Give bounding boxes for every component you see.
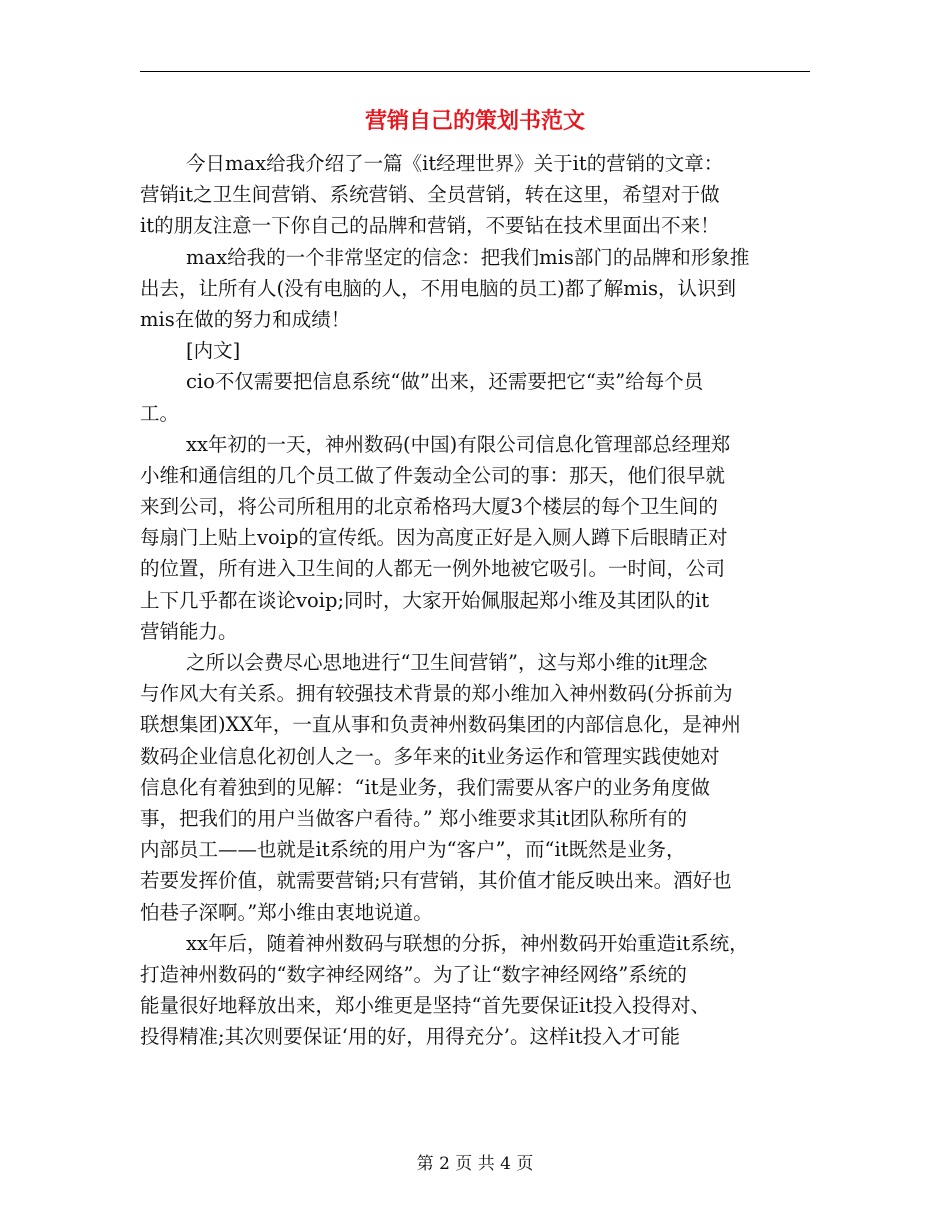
text-line: 联想集团)XX年，一直从事和负责神州数码集团的内部信息化，是神州 — [140, 713, 741, 737]
text-line: it的朋友注意一下你自己的品牌和营销，不要钻在技术里面出不来！ — [140, 214, 720, 238]
text-line: 信息化有着独到的见解：“it是业务，我们需要从客户的业务角度做 — [140, 775, 711, 799]
text-line: 今日max给我介绍了一篇《it经理世界》关于it的营销的文章： — [186, 152, 724, 175]
text-line: 投得精准;其次则要保证‘用的好，用得充分’。这样it投入才可能 — [140, 1025, 681, 1049]
paragraph-5 — [140, 429, 810, 647]
text-line: max给我的一个非常坚定的信念：把我们mis部门的品牌和形象推 — [186, 245, 750, 269]
document-body — [140, 148, 810, 1052]
text-line: 内部员工——也就是it系统的用户为“客户”，而“it既然是业务， — [140, 838, 686, 862]
text-line: 工。 — [140, 401, 180, 425]
text-line: 能量很好地释放出来，郑小维更是坚持“首先要保证it投入投得对、 — [140, 994, 711, 1018]
text-line: 事，把我们的用户当做客户看待。” 郑小维要求其it团队称所有的 — [140, 806, 687, 830]
paragraph-6 — [140, 647, 810, 928]
text-line: 营销it之卫生间营销、系统营销、全员营销，转在这里，希望对于做 — [140, 183, 720, 207]
text-line: 营销能力。 — [140, 619, 238, 643]
text-line: 来到公司，将公司所租用的北京希格玛大厦3个楼层的每个卫生间的 — [140, 495, 718, 519]
text-line: 之所以会费尽心思地进行“卫生间营销”，这与郑小维的it理念 — [186, 651, 708, 674]
text-line: 每扇门上贴上voip的宣传纸。因为高度正好是入厕人蹲下后眼睛正对 — [140, 526, 728, 550]
text-line: 数码企业信息化初创人之一。多年来的it业务运作和管理实践使她对 — [140, 744, 720, 768]
text-line: 小维和通信组的几个员工做了件轰动全公司的事：那天，他们很早就 — [140, 463, 726, 487]
text-line: 出去，让所有人(没有电脑的人，不用电脑的员工)都了解mis，认识到 — [140, 276, 736, 300]
paragraph-4 — [140, 366, 810, 428]
text-line: xx年后，随着神州数码与联想的分拆，神州数码开始重造it系统， — [186, 931, 749, 955]
paragraph-2 — [140, 242, 810, 336]
document-title: 营销自己的策划书范文 — [364, 109, 585, 134]
text-line: [内文] — [186, 339, 241, 363]
text-line: cio不仅需要把信息系统“做”出来，还需要把它“卖”给每个员 — [186, 370, 704, 394]
text-line: xx年初的一天，神州数码(中国)有限公司信息化管理部总经理郑 — [186, 432, 731, 456]
text-line: mis在做的努力和成绩！ — [140, 307, 351, 331]
text-line: 打造神州数码的“数字神经网络”。为了让“数字神经网络”系统的 — [140, 962, 687, 986]
text-line: 的位置，所有进入卫生间的人都无一例外地被它吸引。一时间，公司 — [140, 557, 726, 581]
text-line: 上下几乎都在谈论voip;同时，大家开始佩服起郑小维及其团队的it — [140, 588, 710, 612]
paragraph-3 — [140, 335, 810, 366]
header-rule — [140, 71, 810, 72]
text-line: 与作风大有关系。拥有较强技术背景的郑小维加入神州数码(分拆前为 — [140, 682, 733, 706]
text-line: 怕巷子深啊。”郑小维由衷地说道。 — [140, 900, 433, 924]
paragraph-7 — [140, 928, 810, 1053]
paragraph-1 — [140, 148, 810, 242]
text-line: 若要发挥价值，就需要营销;只有营销，其价值才能反映出来。酒好也 — [140, 869, 732, 893]
page-number-footer: 第 2 页 共 4 页 — [416, 1154, 534, 1174]
